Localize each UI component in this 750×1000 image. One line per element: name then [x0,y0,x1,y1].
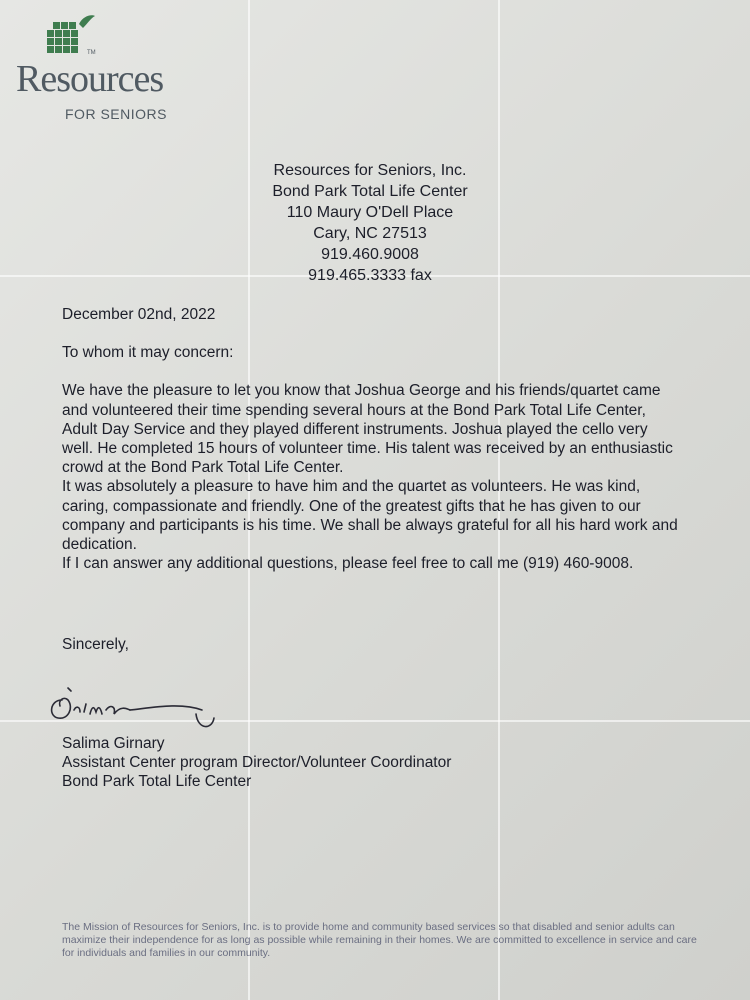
logo-subtitle: FOR SENIORS [65,106,167,122]
logo-trademark: TM [87,50,96,56]
logo-grid-icon [47,14,111,62]
address-line: 919.465.3333 fax [308,267,432,284]
address-line: Resources for Seniors, Inc. [273,162,467,179]
address-line: 110 Maury O'Dell Place [286,204,454,221]
address-line: Cary, NC 27513 [313,225,427,242]
logo-wordmark: Resources [16,58,164,100]
address-line: Bond Park Total Life Center [272,183,468,200]
letter-paragraph: It was absolutely a pleasure to have him and the quartet as volunteers. He was kind, caring, compassionate and friendly. One of the greatest gifts that he has given to our company and participants is his time. We shall be always grateful for all his hard work and dedication. [62,478,678,554]
letter-greeting: To whom it may concern: [62,344,234,362]
address-line: 919.460.9008 [321,246,419,263]
letter-date: December 02nd, 2022 [62,306,216,323]
signer-organization: Bond Park Total Life Center [62,773,252,791]
address-block [220,160,520,286]
letter-paragraph: We have the pleasure to let you know that Joshua George and his friends/quartet came and volunteered their time spending several hours at the Bond Park Total Life Center, Adult Day Service and they played different instruments. Joshua played the cello very well. He completed 15 hours of volunteer time. His talent was received by an enthusiastic crowd at the Bond Park Total Life Center. [62,382,673,477]
letter-closing: Sincerely, [62,636,129,653]
signer-block [62,734,451,792]
company-logo [14,10,204,120]
letter-body [62,305,682,573]
letter-paragraph: If I can answer any additional questions, please feel free to call me (919) 460-9008. [62,555,634,573]
signer-title: Assistant Center program Director/Volunteer Coordinator [62,754,452,772]
signer-name: Salima Girnary [62,735,165,752]
mission-statement: The Mission of Resources for Seniors, Inc. is to provide home and community based services so that disabled and senior adults can maximize their independence for as long as possible while remaining in their homes. We are committed to excellence in service and care for individuals and families in our community. [62,921,697,959]
